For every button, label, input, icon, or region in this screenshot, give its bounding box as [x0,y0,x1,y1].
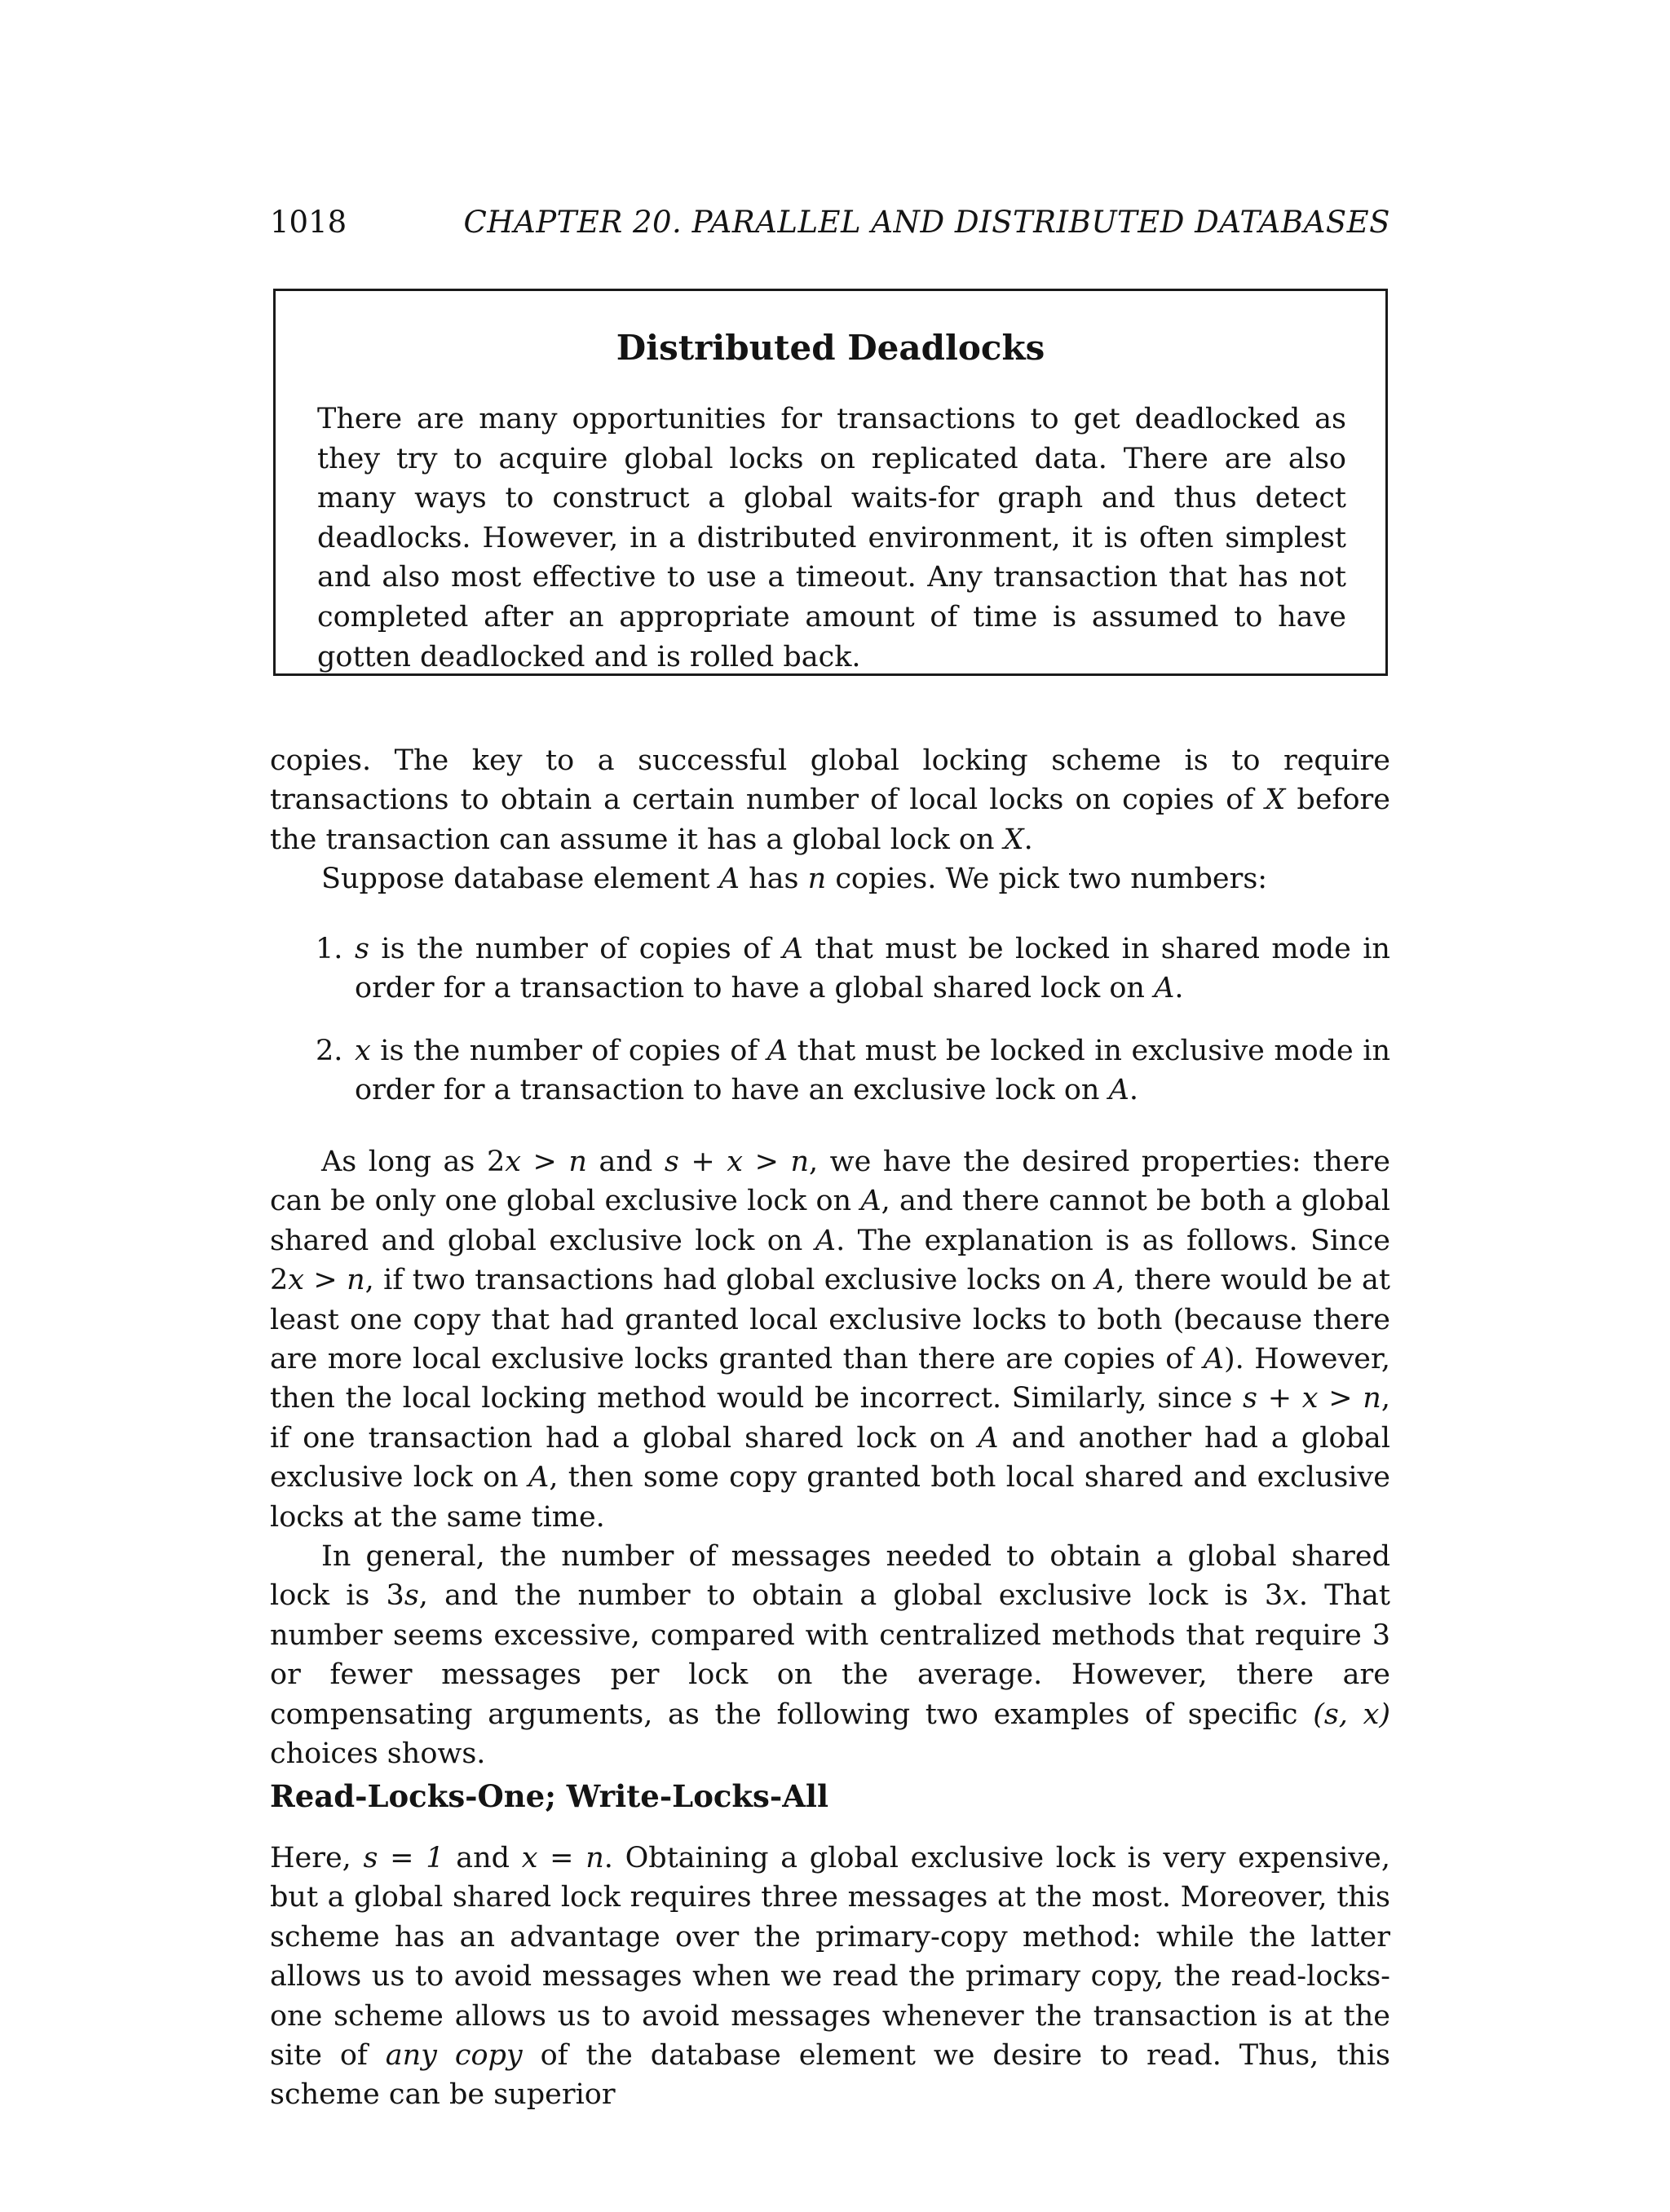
paragraph-in-general: In general, the number of messages needed to obtain a global shared lock is 3s, and the number to obtain a global exclusive lock is 3x. That number seems excessive, compared with centralized methods that require 3 or fewer messages per lock on the average. However, there are compensating arguments, as the following two examples of specific (s, x) choices shows. [270,1540,1390,1771]
list-item-number: 1. [316,933,343,965]
sidebar-box-distributed-deadlocks [273,289,1388,676]
page-number: 1018 [270,205,347,240]
paragraph-copies: copies. The key to a successful global locking scheme is to require transactions to obtain a certain number of local locks on copies of X before the transaction can assume it has a global lock on X. [270,744,1390,856]
sidebar-body: There are many opportunities for transactions to get deadlocked as they try to acquire global locks on replicated data. There are also many ways to construct a global waits-for graph and thus detect deadlocks. However, in a distributed environment, it is often simplest and also most effective to use a timeout. Any transaction that has not completed after an appropriate amount of time is assumed to have gotten deadlocked and is rolled back. [317,403,1346,673]
list-item-number: 2. [316,1035,343,1067]
paragraph-here: Here, s = 1 and x = n. Obtaining a global exclusive lock is very expensive, but a global shared lock requires three messages at the most. Moreover, this scheme has an advantage over the primary-copy method: while the latter allows us to avoid messages when we read the primary copy, the read-locks-one scheme allows us to avoid messages whenever the transaction is at the site of any copy of the database element we desire to read. Thus, this scheme can be superior [270,1842,1390,2112]
chapter-title: CHAPTER 20. PARALLEL AND DISTRIBUTED DATABASES [463,205,1390,240]
running-head [270,201,1390,245]
list-item-text: x is the number of copies of A that must be locked in exclusive mode in order for a transaction to have an exclusive lock on A. [355,1035,1390,1107]
paragraph-as-long-as: As long as 2x > n and s + x > n, we have the desired properties: there can be only one global exclusive lock on A, and there cannot be both a global shared and global exclusive lock on A. The explanation is as follows. Since 2x > n, if two transactions had global exclusive locks on A, there would be at least one copy that had granted local exclusive locks to both (because there are more local exclusive locks granted than there are copies of A). However, then the local locking method would be incorrect. Similarly, since s + x > n, if one transaction had a global shared lock on A and another had a global exclusive lock on A, then some copy granted both local shared and exclusive locks at the same time. [270,1146,1391,1534]
list-item-text: s is the number of copies of A that must be locked in shared mode in order for a transaction to have a global shared lock on A. [355,933,1390,1005]
section-heading: Read-Locks-One; Write-Locks-All [270,1778,829,1814]
sidebar-title: Distributed Deadlocks [616,328,1045,368]
paragraph-suppose: Suppose database element A has n copies. We pick two numbers: [321,863,1268,895]
